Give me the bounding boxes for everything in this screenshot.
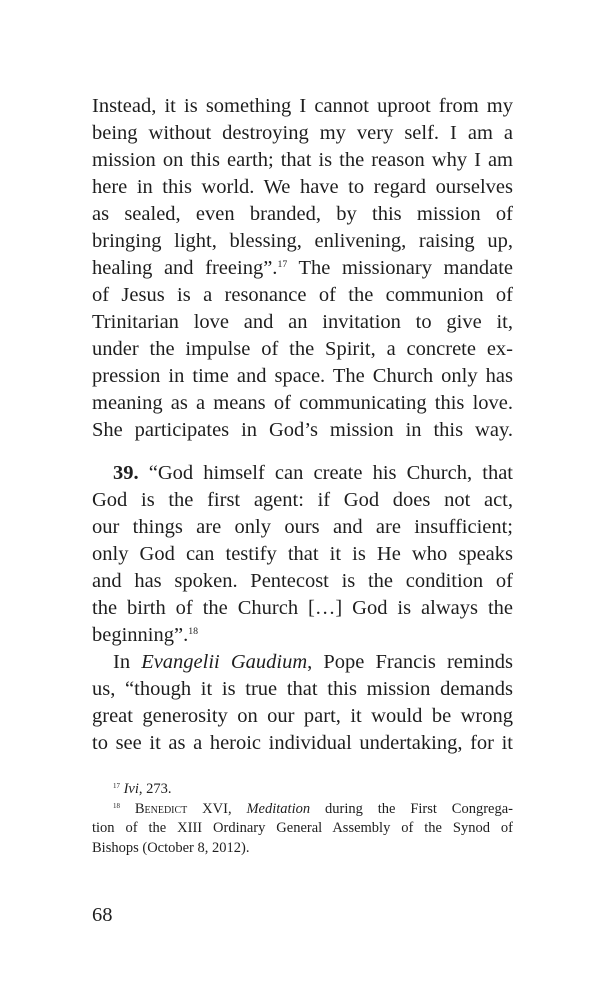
text-run: only God can testify that it is He who speaks [92,543,513,565]
text-run: being without destroying my very self. I am a [92,122,513,144]
text-line [92,730,513,757]
text-line [92,417,513,444]
text-line [92,703,513,730]
text-line [92,93,513,120]
text-run: “God himself can create his Church, that [138,462,513,484]
text-run: as sealed, even branded, by this mission of [92,203,513,225]
text-run: healing and freeing”. [92,257,278,279]
text-line [92,363,513,390]
text-run: The missionary mandate [287,257,513,279]
text-line [92,541,513,568]
footnote-line [92,800,513,820]
text-line [92,336,513,363]
text-run: Bishops (October 8, 2012). [92,839,250,856]
text-run: beginning”. [92,624,189,646]
body-text [92,93,513,757]
text-line [92,460,513,487]
text-run: 39. [113,462,139,484]
text-line [92,120,513,147]
text-run: the birth of the Church […] God is always the [92,597,513,619]
text-run: pression in time and space. The Church only has [92,365,513,387]
text-run: In [113,651,142,673]
text-run: of Jesus is a resonance of the communion of [92,284,513,306]
text-run: tion of the XIII Ordinary General Assembly of the Synod of [92,820,513,836]
text-run: Benedict [134,800,188,817]
text-run: us, “though it is true that this mission demands [92,678,513,700]
page-number: 68 [92,904,113,926]
text-line [92,282,513,309]
text-run: , Pope Francis reminds [307,651,513,673]
text-run: and has spoken. Pentecost is the condition of [92,570,513,592]
text-line [92,649,513,676]
text-run: bringing light, blessing, enlivening, raising up, [92,230,513,252]
text-run: Ivi [123,781,139,797]
footnote-line [92,819,513,839]
text-run: Evangelii Gaudium [141,651,308,673]
text-run: God is the first agent: if God does not act, [92,489,513,511]
text-run: Trinitarian love and an invitation to give it, [92,311,513,333]
footnote-ref: 17 [277,259,288,271]
text-line [92,487,513,514]
text-run: during the First Congrega- [310,800,514,817]
text-line [92,676,513,703]
text-run: Instead, it is something I cannot uproot from my [92,95,513,117]
text-line [92,255,513,282]
text-run: here in this world. We have to regard ourselves [92,176,513,198]
text-run: under the impulse of the Spirit, a concrete ex- [92,338,513,360]
text-line [92,514,513,541]
text-run: , 273. [138,781,172,797]
text-line [92,201,513,228]
text-line [92,622,513,649]
text-run: She participates in God’s mission in this way. [92,419,513,441]
text-line [92,147,513,174]
text-run: mission on this earth; that is the reason why I am [92,149,513,171]
footnote-ref: 17 [113,782,120,791]
text-run: to see it as a heroic individual undertaking, for it [92,732,513,754]
paragraph [92,93,513,444]
text-line [92,595,513,622]
footnote-ref: 18 [188,626,199,638]
footnotes [92,780,513,858]
text-line [92,309,513,336]
footnote-ref: 18 [113,801,120,810]
text-run: great generosity on our part, it would be wrong [92,705,513,727]
paragraph [92,649,513,757]
text-line [92,568,513,595]
text-line [92,228,513,255]
paragraph [92,460,513,649]
text-line [92,390,513,417]
text-run: our things are only ours and are insufficient; [92,516,513,538]
text-line [92,174,513,201]
text-run: meaning as a means of communicating this love. [92,392,513,414]
text-run [120,801,135,817]
footnote-line [92,839,513,859]
text-run: Meditation [246,800,311,817]
text-run: XVI, [187,800,247,817]
footnote-line [92,780,513,800]
